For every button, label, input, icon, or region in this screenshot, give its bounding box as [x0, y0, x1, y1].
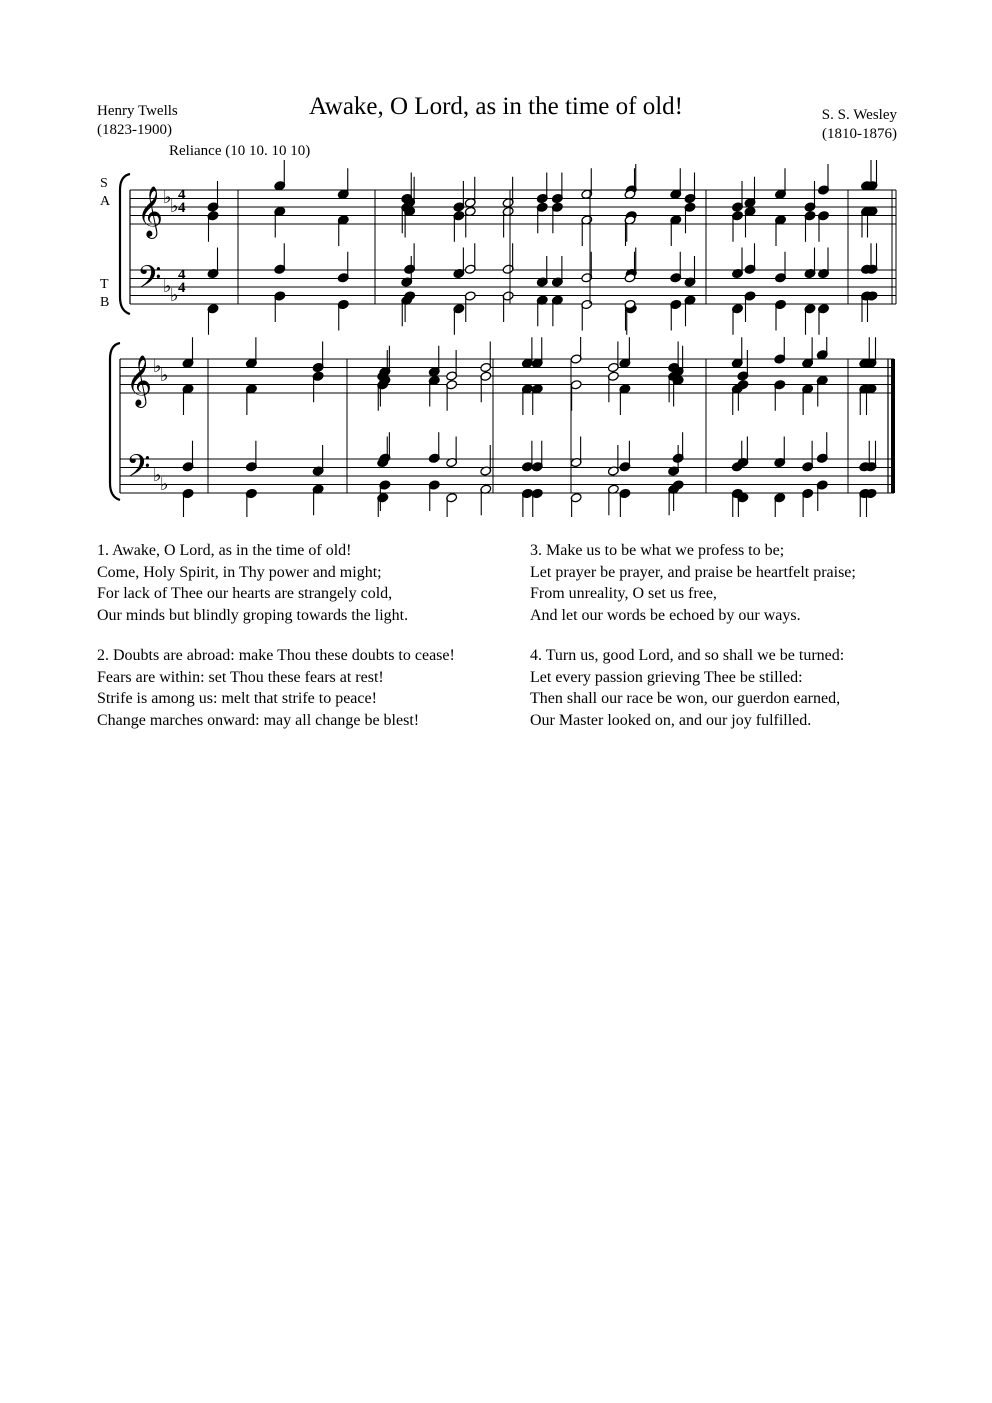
verse-line: Let every passion grieving Thee be stilled:: [530, 668, 803, 686]
author-credit: [97, 102, 178, 140]
svg-text:♭: ♭: [170, 285, 179, 306]
system-brace: [120, 174, 130, 314]
svg-text:4: 4: [178, 200, 186, 216]
verse-4: [530, 645, 844, 731]
key-signature-flats: [153, 356, 169, 495]
verse-line: Let prayer be prayer, and praise be heartfelt praise;: [530, 563, 856, 581]
svg-text:♭: ♭: [160, 474, 169, 495]
bass-clef-icon: [126, 448, 150, 492]
verse-line: From unreality, O set us free,: [530, 585, 717, 602]
verse-line: Then shall our race be won, our guerdon earned,: [530, 690, 841, 707]
notes-system-2: [182, 337, 877, 517]
hymn-title: Awake, O Lord, as in the time of old!: [309, 93, 683, 120]
bass-clef-icon: [137, 259, 161, 303]
verse-line: Fears are within: set Thou these fears at rest!: [97, 668, 384, 686]
svg-text:♭: ♭: [153, 356, 162, 377]
svg-text:♭: ♭: [160, 365, 169, 386]
verse-line: For lack of Thee our hearts are strangely cold,: [97, 585, 393, 602]
composer-credit: [822, 106, 897, 144]
verse-line: Our minds but blindly groping towards the light.: [97, 606, 409, 624]
verse-line: 1. Awake, O Lord, as in the time of old!: [97, 542, 352, 559]
composer-dates: (1810-1876): [822, 126, 897, 142]
notes-system-1: [207, 160, 878, 335]
verse-line: Change marches onward: may all change be blest!: [97, 711, 420, 729]
verse-line: And let our words be echoed by our ways.: [530, 606, 801, 624]
key-signature-flats: [163, 187, 179, 306]
voice-label-alto: A: [100, 194, 111, 209]
svg-text:𝄞: 𝄞: [126, 355, 153, 406]
voice-label-soprano: S: [100, 176, 108, 191]
composer-name: S. S. Wesley: [821, 107, 897, 123]
verse-3: [530, 540, 856, 626]
voice-label-tenor: T: [100, 277, 109, 292]
tune-name: Reliance (10 10. 10 10): [169, 143, 311, 159]
svg-text:𝄞: 𝄞: [137, 186, 164, 237]
verse-line: Strife is among us: melt that strife to peace!: [97, 690, 377, 707]
system-brace: [110, 343, 120, 500]
svg-text:4: 4: [178, 187, 186, 203]
treble-clef-icon: [137, 186, 163, 239]
time-signature: [178, 187, 186, 296]
verse-line: 4. Turn us, good Lord, and so shall we be turned:: [530, 647, 845, 664]
svg-text:♭: ♭: [153, 465, 162, 486]
verse-line: Our Master looked on, and our joy fulfilled.: [530, 711, 812, 729]
svg-text:♭: ♭: [170, 196, 179, 217]
verse-line: 3. Make us to be what we profess to be;: [530, 542, 785, 559]
voice-label-bass: B: [100, 295, 110, 310]
svg-text:♭: ♭: [163, 276, 172, 297]
treble-clef-icon: [126, 355, 152, 408]
verse-line: Come, Holy Spirit, in Thy power and might;: [97, 563, 382, 581]
verse-1: [97, 540, 408, 626]
final-barline-thick: [891, 359, 895, 493]
verse-line: 2. Doubts are abroad: make Thou these doubts to cease!: [97, 647, 455, 664]
svg-text:♭: ♭: [163, 187, 172, 208]
svg-text:4: 4: [178, 267, 186, 283]
author-name: Henry Twells: [97, 103, 178, 119]
music-system-2: [0, 337, 992, 517]
music-system-1: [0, 160, 992, 340]
author-dates: (1823-1900): [97, 122, 172, 138]
svg-text:𝄢: 𝄢: [126, 448, 151, 492]
verse-2: [97, 645, 455, 731]
svg-text:𝄢: 𝄢: [137, 259, 162, 303]
svg-text:4: 4: [178, 280, 186, 296]
